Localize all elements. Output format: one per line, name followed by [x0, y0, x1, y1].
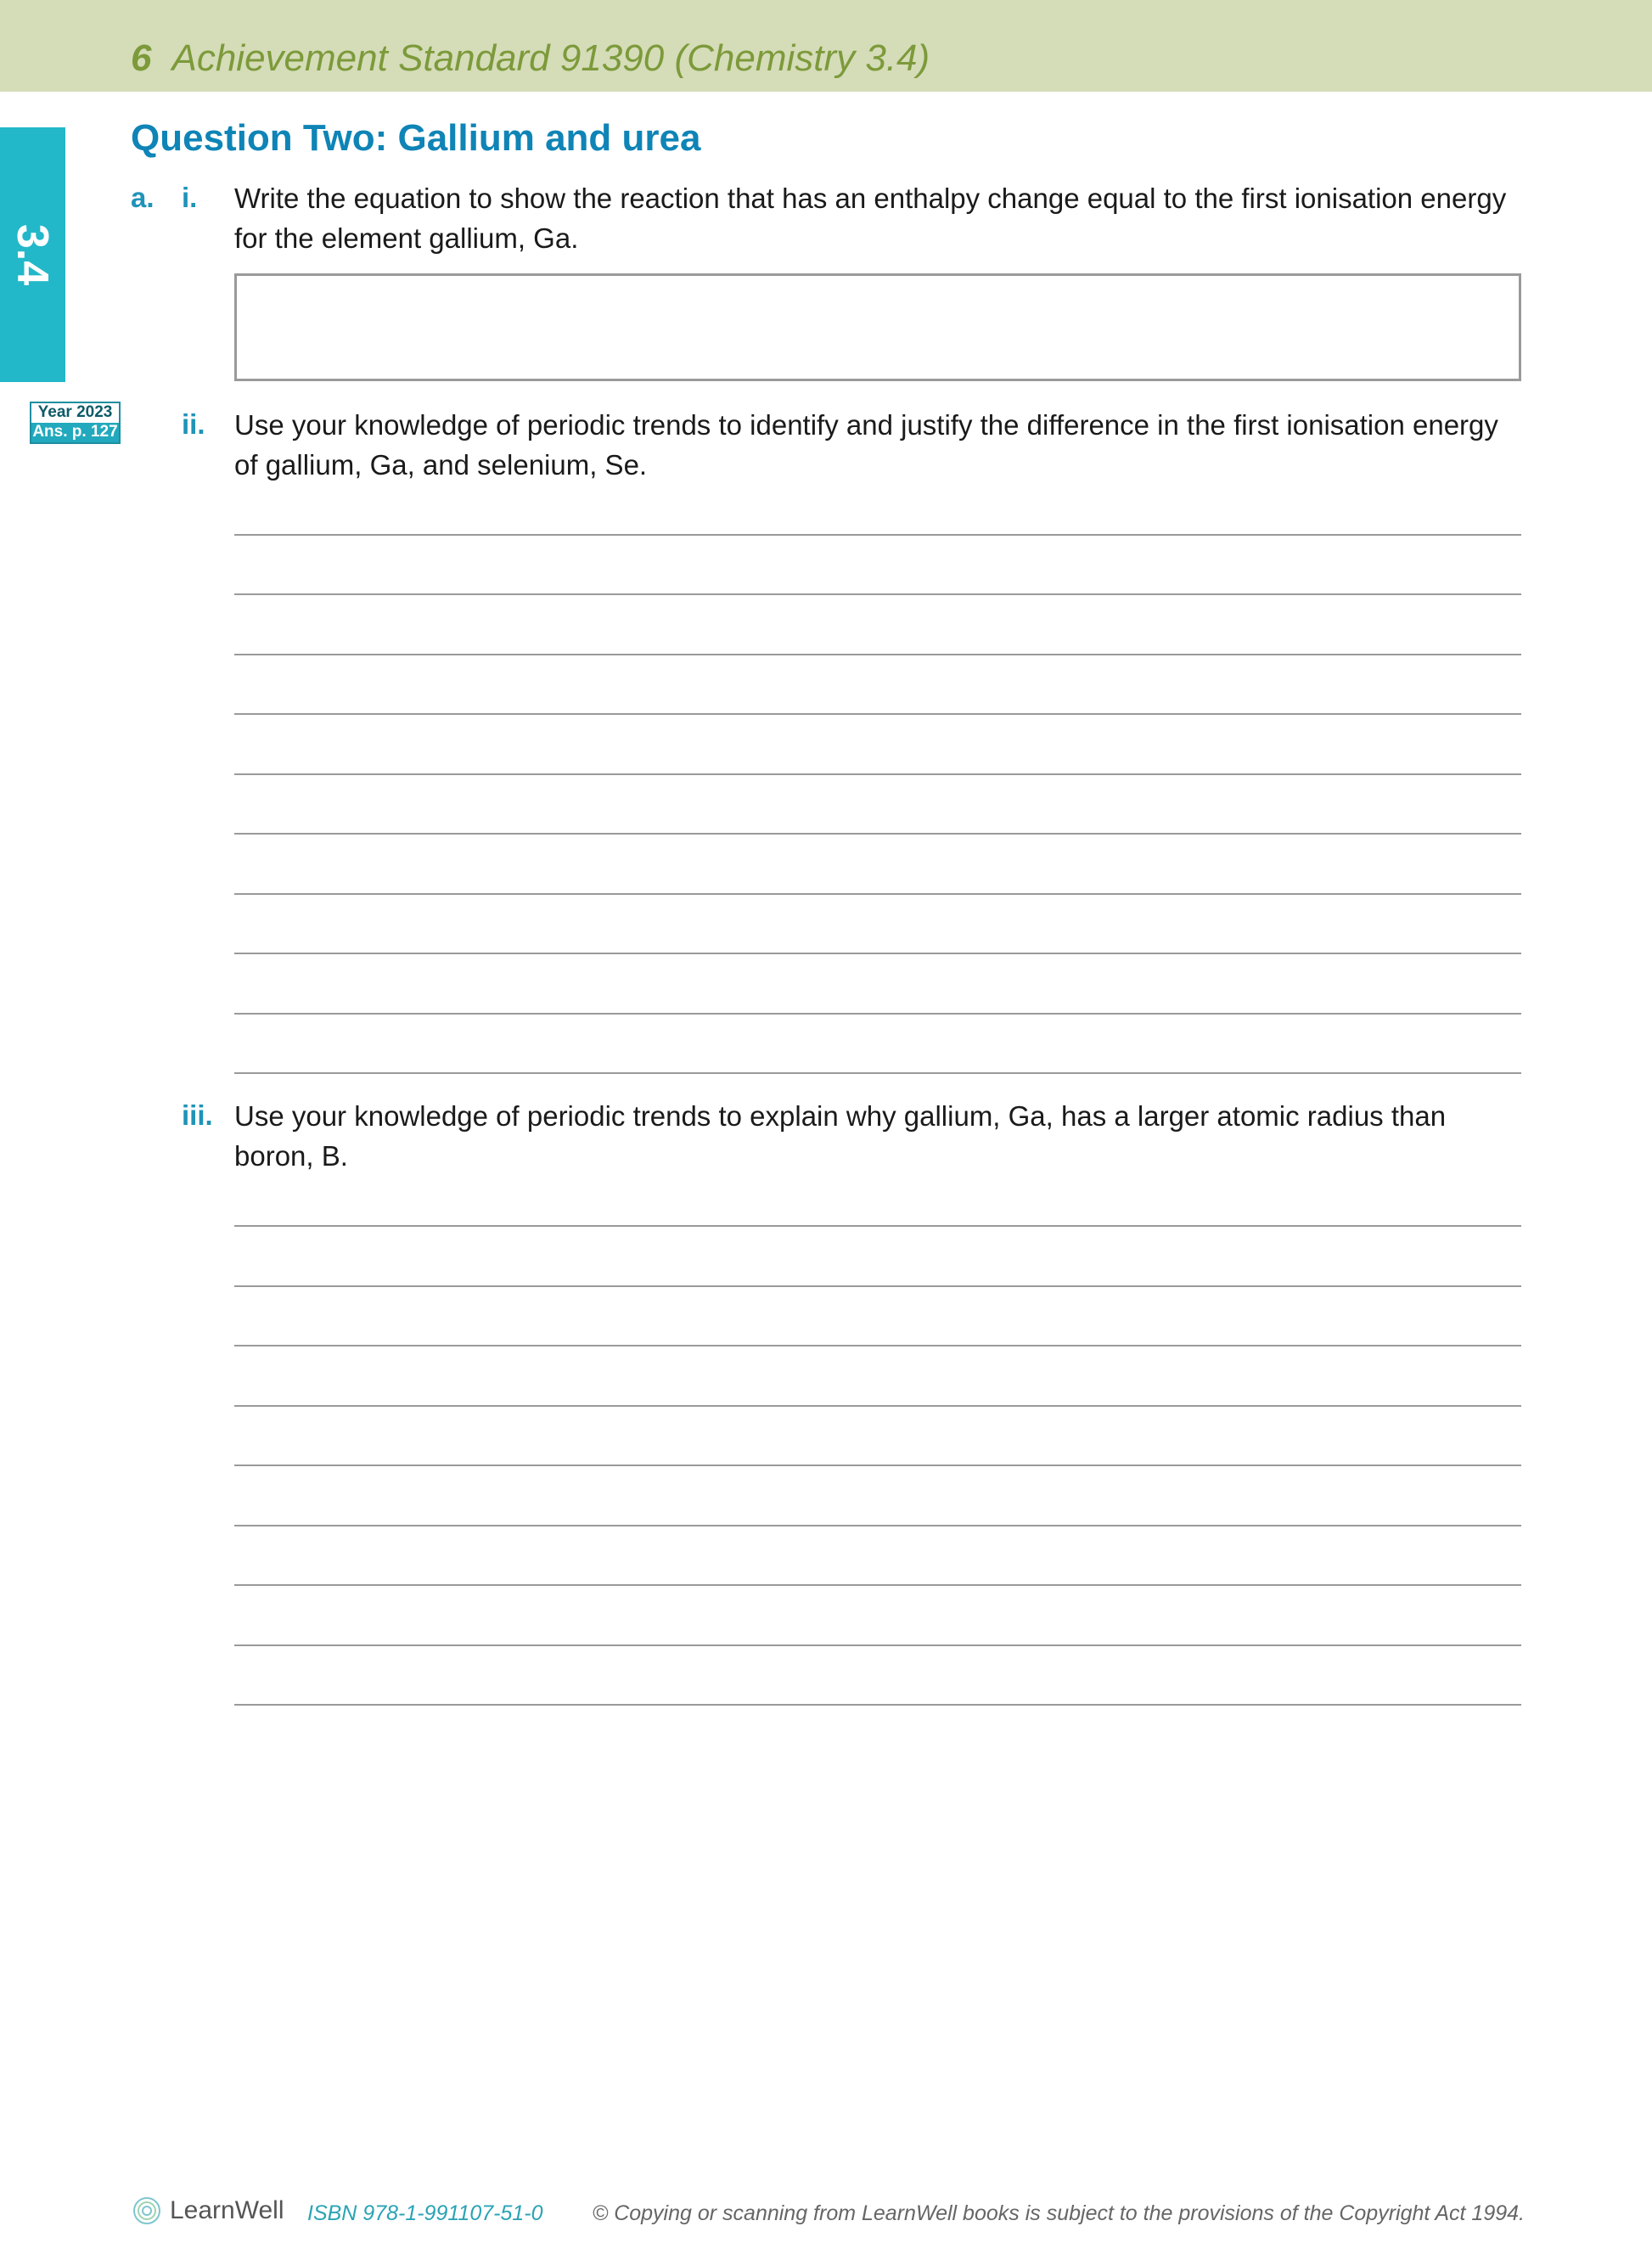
answer-line[interactable] — [234, 1345, 1521, 1346]
part-i-text: Write the equation to show the reaction that has an enthalpy change equal to the first ionisation energy for the element gallium, Ga. — [234, 183, 1507, 254]
learnwell-logo-icon — [132, 2196, 161, 2225]
answer-line[interactable] — [234, 893, 1521, 895]
page-number: 6 — [131, 37, 152, 79]
part-i-marker: i. — [182, 182, 198, 213]
answer-line[interactable] — [234, 713, 1521, 715]
answer-line[interactable] — [234, 1465, 1521, 1466]
answers-page-label: Ans. p. 127 — [32, 423, 118, 441]
answer-line[interactable] — [234, 593, 1521, 595]
answer-line[interactable] — [234, 1525, 1521, 1526]
part-iii-marker: iii. — [182, 1099, 213, 1131]
brand-name: LearnWell — [170, 2196, 284, 2224]
answer-line[interactable] — [234, 953, 1521, 954]
part-ii-marker: ii. — [182, 408, 205, 440]
page-footer — [132, 2195, 1525, 2237]
isbn: ISBN 978-1-991107-51-0 — [307, 2201, 543, 2225]
answer-line[interactable] — [234, 534, 1521, 536]
copyright-notice: © Copying or scanning from LearnWell books is subject to the provisions of the Copyright Act 1994. — [592, 2201, 1525, 2225]
year-badge — [30, 402, 121, 444]
answer-line[interactable] — [234, 1072, 1521, 1074]
part-ii-text: Use your knowledge of periodic trends to identify and justify the difference in the first ionisation energy of gallium, Ga, and selenium, Se. — [234, 409, 1498, 481]
answer-line[interactable] — [234, 1285, 1521, 1287]
equation-answer-box[interactable] — [234, 273, 1521, 381]
running-header — [131, 37, 930, 80]
year-label: Year 2023 — [31, 403, 119, 423]
answer-line[interactable] — [234, 773, 1521, 775]
answer-line[interactable] — [234, 654, 1521, 655]
answer-line[interactable] — [234, 1405, 1521, 1407]
part-iii-text: Use your knowledge of periodic trends to explain why gallium, Ga, has a larger atomic radius than boron, B. — [234, 1100, 1447, 1172]
header-title: Achievement Standard 91390 (Chemistry 3.4) — [171, 37, 930, 79]
answer-line[interactable] — [234, 833, 1521, 835]
part-a-marker: a. — [131, 182, 155, 213]
answer-line[interactable] — [234, 1225, 1521, 1227]
answer-line[interactable] — [234, 1584, 1521, 1586]
question-title: Question Two: Gallium and urea — [131, 117, 701, 159]
section-tab-label: 3.4 — [8, 223, 57, 286]
answer-line[interactable] — [234, 1013, 1521, 1015]
answer-line[interactable] — [234, 1644, 1521, 1646]
answer-line[interactable] — [234, 1704, 1521, 1706]
